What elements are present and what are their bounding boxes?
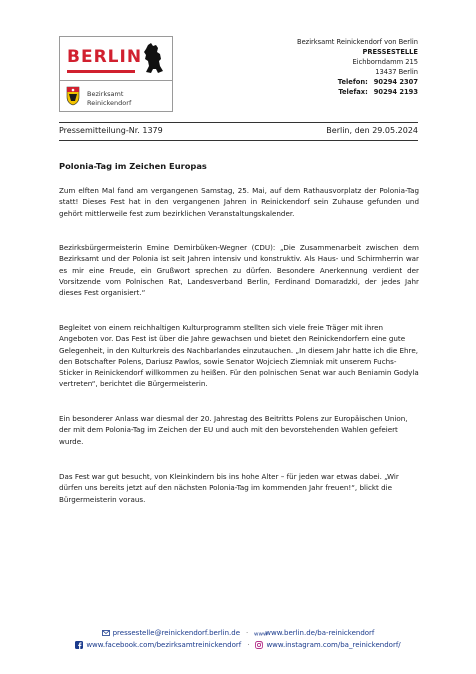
paragraph-1: Zum elften Mal fand am vergangenen Samstag, 25. Mai, auf dem Rathausvorplatz der Polonia-Tag statt! Dieses Fest hat in den vergangenen Jahren in Reinickendorf sein Zuhause gefunden und gehört mittlerweile fest zum bezirklichen Veranstaltungskalender. — [59, 186, 419, 218]
logo-district-line2: Reinickendorf — [87, 99, 132, 107]
paragraph-2: Bezirksbürgermeisterin Emine Demirbüken-Wegner (CDU): „Die Zusammenarbeit zwischen dem Bezirksamt und der Polonia ist seit Jahren intensiv und konstruktiv. Als Haus- und Schirmherrin war es mir eine Freude, ein Grußwort sprechen zu dürfen. Besondere Anerkennung verdient der Vorsitzende vom Polnischen Rat, Landesverband Berlin, Ferdinand Domaradzki, der jedes Jahr dieses Fest organisiert.“ — [59, 243, 419, 298]
svg-text:www: www — [254, 631, 268, 638]
logo-red-bar — [67, 70, 135, 73]
reinickendorf-crest-icon — [66, 86, 80, 106]
email-icon — [102, 629, 110, 637]
paragraph-5: Das Fest war gut besucht, von Kleinkindern bis ins hohe Alter – für jeden war etwas dabei. „Wir dürfen uns bereits jetzt auf den nächsten Polonia-Tag im kommenden Jahr freuen!“, blickt die Bürgermeisterin voraus. — [59, 472, 399, 504]
release-number: Pressemitteilung-Nr. 1379 — [59, 126, 163, 135]
instagram-link[interactable]: www.instagram.com/ba_reinickendorf/ — [266, 641, 401, 649]
paragraph-3: Begleitet von einem reichhaltigen Kulturprogramm stellten sich viele freie Träger mit ihren Angeboten vor. Das Fest ist über die Jahre gewachsen und bietet den Reinickendorfern eine gute Gelegenheit, in den Kulturkreis des Nachbarlandes einzutauchen. „In diesem Jahr hatte ich die Ehre, den Botschafter Polens, Dariusz Pawlos, sowie Senator Wojciech Ziemniak mit unserem Fuchs-Sticker in Reinickendorf willkommen zu heißen. Für den polnischen Senat war auch Beniamin Godyla vertreten“, berichtet die Bürgermeisterin. — [59, 323, 419, 389]
instagram-icon — [255, 641, 263, 649]
paragraph-4: Ein besonderer Anlass war diesmal der 20. Jahrestag des Beitritts Polens zur Europäischen Union, der mit dem Polonia-Tag im Zeichen der EU und auch mit den bevorstehenden Wahlen gefeiert wurde. — [59, 414, 408, 446]
fax-number: 90294 2193 — [373, 88, 418, 96]
office-street: Eichborndamm 215 — [352, 58, 418, 66]
website-link[interactable]: www.berlin.de/ba-reinickendorf — [265, 629, 375, 637]
fax-label: Telefax: — [338, 88, 368, 96]
office-address-block — [297, 37, 418, 97]
headline: Polonia-Tag im Zeichen Europas — [59, 161, 207, 171]
office-phone-row — [297, 77, 418, 87]
facebook-icon — [75, 641, 83, 649]
logo-wordmark: BERLIN — [67, 47, 143, 67]
office-name: Bezirksamt Reinickendorf von Berlin — [296, 38, 418, 46]
logo-district-line1: Bezirksamt — [87, 90, 124, 98]
office-city: 13437 Berlin — [375, 68, 418, 76]
email-link[interactable]: pressestelle@reinickendorf.berlin.de — [112, 629, 241, 637]
web-icon — [254, 629, 268, 638]
meta-top-rule — [59, 122, 418, 123]
meta-line — [59, 126, 418, 135]
phone-label: Telefon: — [337, 78, 368, 86]
office-department: PRESSESTELLE — [362, 48, 418, 56]
footer-row-1: pressestelle@reinickendorf.berlin.de · www www.berlin.de/ba-reinickendorf — [0, 629, 476, 637]
footer-row-2: www.facebook.com/bezirksamtreinickendorf · www.instagram.com/ba_reinickendorf/ — [0, 641, 476, 649]
logo-top — [60, 37, 172, 81]
logo-district — [60, 81, 172, 111]
berlin-logo — [59, 36, 173, 112]
phone-number: 90294 2307 — [373, 78, 418, 86]
office-fax-row — [297, 87, 418, 97]
meta-bottom-rule — [59, 140, 418, 141]
facebook-link[interactable]: www.facebook.com/bezirksamtreinickendorf — [86, 641, 242, 649]
place-date: Berlin, den 29.05.2024 — [326, 126, 418, 135]
berlin-bear-icon — [142, 42, 166, 75]
